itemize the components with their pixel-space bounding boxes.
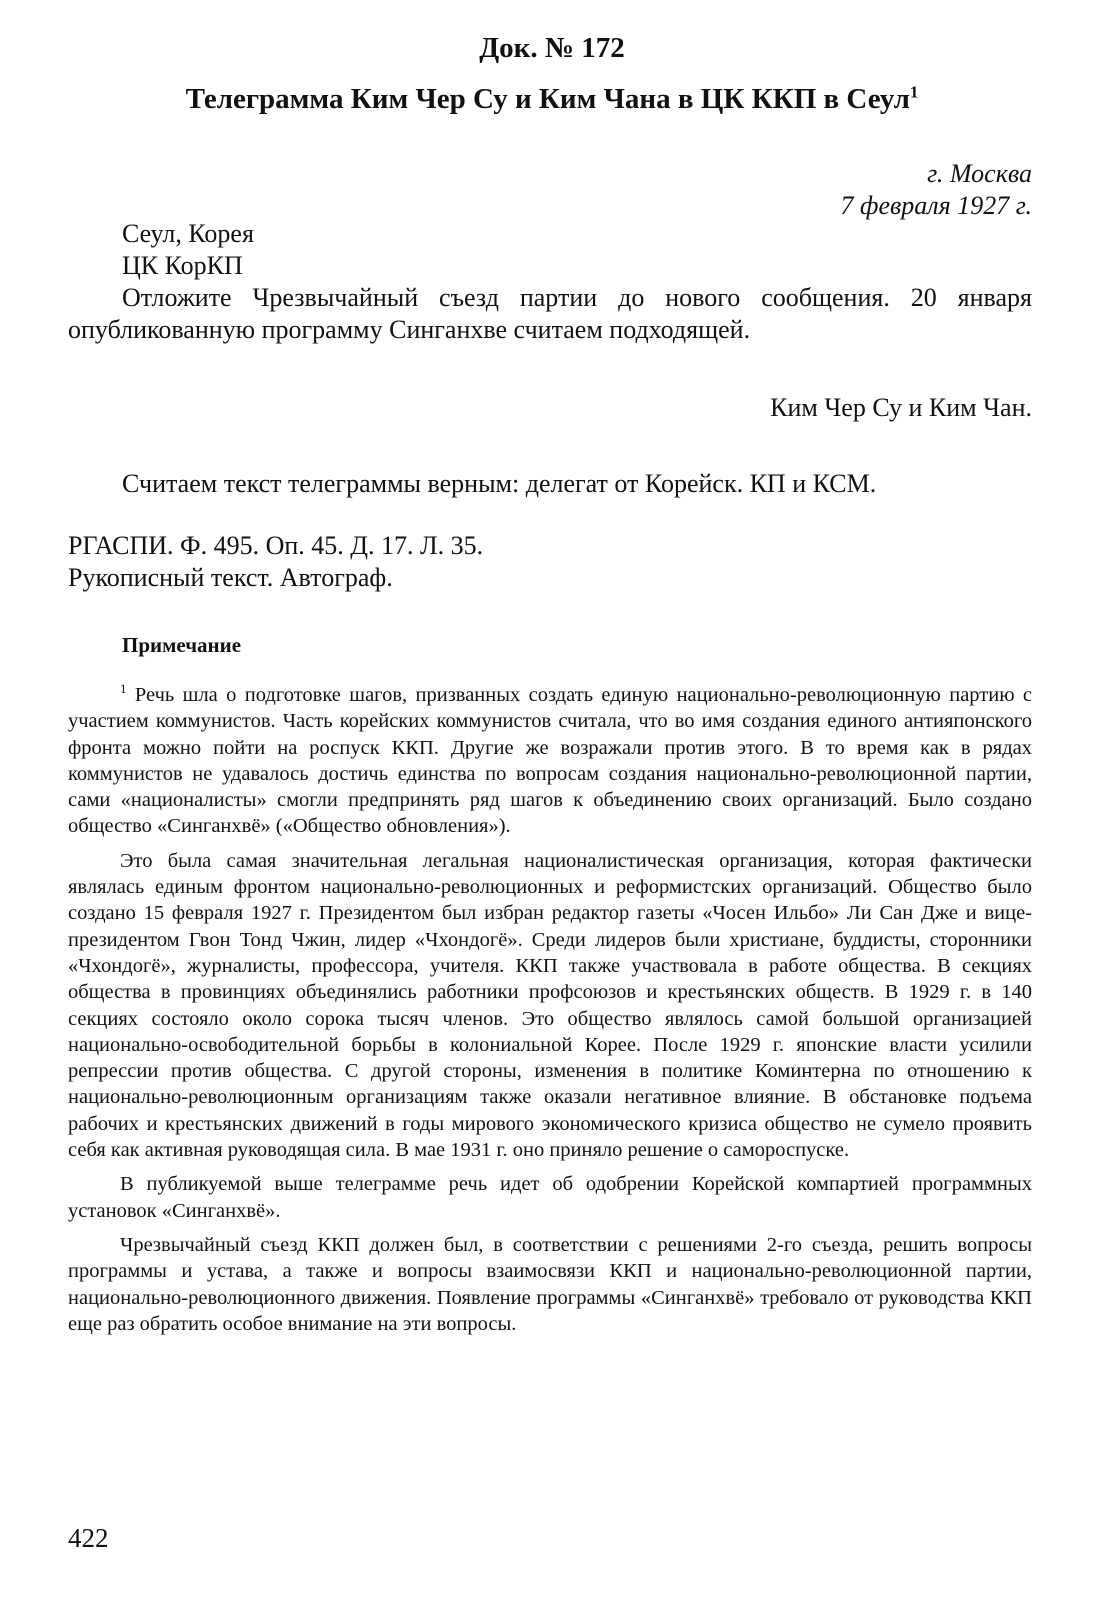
address-city: Сеул, Корея	[122, 219, 254, 248]
archive-reference-block	[68, 530, 483, 594]
document-title-text: Телеграмма Ким Чер Су и Ким Чана в ЦК ККП в Сеул	[185, 83, 910, 115]
notes-section	[68, 682, 1032, 1345]
note-paragraph	[68, 682, 1032, 840]
document-title	[0, 80, 1104, 118]
title-footnote-ref: 1	[909, 82, 919, 102]
telegram-body: Отложите Чрезвычайный съезд партии до нового сообщения. 20 января опубликованную программу Синганхве считаем подходящей.	[68, 283, 1032, 344]
dateline-place: г. Москва	[927, 159, 1032, 188]
certification-line: Считаем текст телеграммы верным: делегат от Корейск. КП и КСМ.	[122, 469, 877, 498]
dateline-date: 7 февраля 1927 г.	[840, 191, 1032, 220]
archive-description: Рукописный текст. Автограф.	[68, 563, 393, 592]
notes-heading: Примечание	[122, 633, 242, 657]
signature: Ким Чер Су и Ким Чан.	[770, 393, 1032, 422]
note-paragraph: Это была самая значительная легальная националистическая организация, которая фактически являлась единым фронтом национально-революционных и реформистских организаций. Общество было создано 15 февраля 1927 г. Президентом был избран редактор газеты «Чосен Ильбо» Ли Сан Дже и вице-президентом Гвон Тонд Чжин, лидер «Чхондогё». Среди лидеров были христиане, буддисты, сторонники «Чхондогё», журналисты, профессора, учителя. ККП также участвовала в работе общества. В секциях общества в провинциях объединялись работники профсоюзов и крестьянских обществ. В 1929 г. в 140 секциях состояло около сорока тысяч членов. Это общество являлось самой большой организацией национально-освободительной борьбы в колониальной Корее. После 1929 г. японские власти усилили репрессии против общества. С другой стороны, изменения в политике Коминтерна по отношению к национально-революционным организациям также оказали негативное влияние. В обстановке подъема рабочих и крестьянских движений в годы мирового экономического кризиса общество не сумело проявить себя как активная руководящая сила. В мае 1931 г. оно приняло решение о самороспуске.	[68, 849, 1032, 1162]
note-paragraph: В публикуемой выше телеграмме речь идет об одобрении Корейской компартией программных установок «Синганхвё».	[68, 1173, 1032, 1222]
note-paragraph-text: Речь шла о подготовке шагов, призванных создать единую национально-революционную партию с участием коммунистов. Часть корейских коммунистов считала, что во имя создания единого антияпонского фронта можно пойти на роспуск ККП. Другие же возражали против этого. В то время как в рядах коммунистов не удавалось достичь единства по вопросам создания национально-революционной партии, сами «националисты» смогли предпринять ряд шагов к объединению своих организаций. Было создано общество «Синганхвё» («Общество обновления»).	[68, 684, 1033, 838]
footnote-marker: 1	[120, 681, 127, 697]
note-paragraph: Чрезвычайный съезд ККП должен был, в соответствии с решениями 2-го съезда, решить вопросы программы и устава, а также и вопросы взаимосвязи ККП и национально-революционной партии, национально-революционного движения. Появление программы «Синганхвё» требовало от руководства ККП еще раз обратить особое внимание на эти вопросы.	[68, 1233, 1032, 1335]
page-number: 422	[68, 1523, 109, 1553]
document-number: Док. № 172	[479, 32, 625, 64]
dateline	[840, 158, 1032, 222]
address-block	[122, 218, 254, 282]
address-recipient: ЦК КорКП	[122, 251, 243, 280]
archive-reference: РГАСПИ. Ф. 495. Оп. 45. Д. 17. Л. 35.	[68, 531, 484, 560]
